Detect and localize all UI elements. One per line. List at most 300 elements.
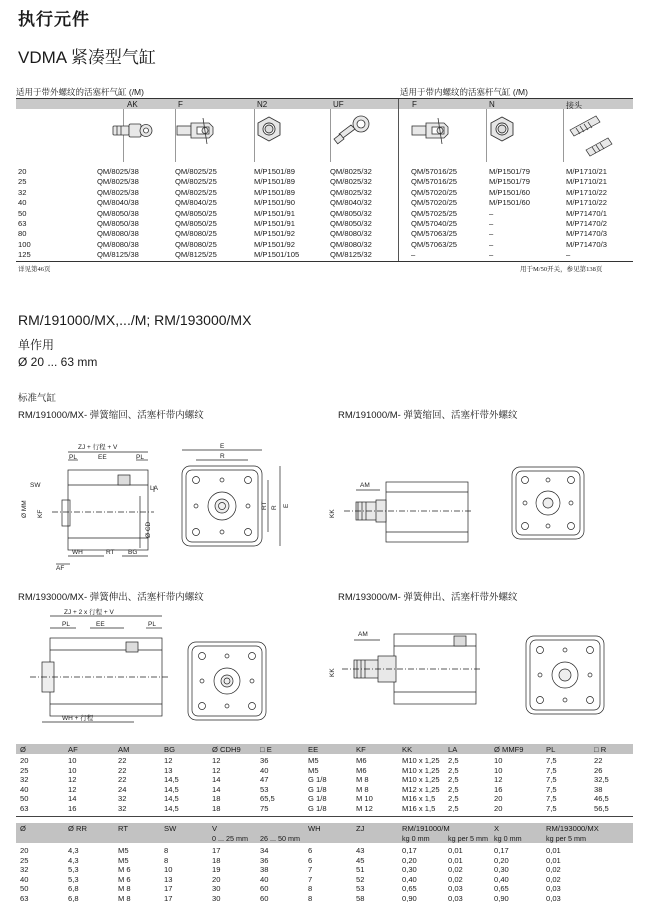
rod-clevis-f2-icon (410, 114, 456, 148)
dims1-cell: 10 (494, 765, 503, 775)
acc-col-f: F (178, 100, 183, 109)
accessory-cell: QM/8080/38 (97, 239, 139, 249)
accessory-cell: QM/8050/38 (97, 219, 139, 228)
dims2-cell: 18 (212, 855, 221, 865)
dims1-header-cell: AM (118, 745, 130, 754)
accessory-cell: QM/8025/32 (330, 187, 372, 197)
dims1-cell: M16 x 1,5 (402, 804, 436, 813)
label-kk-2: KK (329, 668, 336, 677)
dims2-cell: 17 (164, 884, 173, 894)
accessory-cell: M/P1501/91 (254, 208, 295, 218)
dims1-cell: 63 (20, 804, 29, 813)
dims2-row (16, 884, 633, 893)
dims1-cell: 16 (494, 784, 503, 794)
dims2-cell: 8 (308, 894, 313, 903)
accessory-row (16, 240, 633, 250)
accessories-left-caption: 适用于带外螺纹的活塞杆气缸 (/M) (16, 87, 144, 97)
drawing-3-side-view (16, 604, 176, 730)
accessory-cell: QM/8025/32 (330, 167, 372, 176)
dims2-cell: M5 (118, 855, 129, 865)
dims2-subheader-cell: 0 ... 25 mm (212, 834, 248, 843)
dims1-cell: M 12 (356, 804, 373, 813)
dims1-cell: 40 (20, 784, 29, 794)
label-rt: RT (106, 549, 115, 556)
accessories-header-band (16, 99, 633, 109)
product-action: 单作用 (18, 338, 55, 352)
dims2-row (16, 894, 633, 903)
dims1-header-cell: AF (68, 745, 78, 754)
accessory-row (16, 167, 633, 177)
dims1-cell: 12 (68, 784, 77, 794)
accessory-cell: 80 (18, 229, 27, 239)
dims1-cell: 22 (594, 756, 603, 765)
dims2-cell: 40 (260, 874, 269, 884)
dims1-cell: 14,5 (164, 804, 179, 813)
dims1-cell: 12 (212, 756, 221, 765)
dims2-cell: 0,01 (448, 855, 463, 865)
accessory-cell: 50 (18, 208, 27, 218)
dims2-row (16, 865, 633, 874)
accessory-cell: M/P1501/79 (489, 167, 530, 176)
label-e-side: E (283, 503, 290, 508)
dims1-cell: 20 (494, 804, 503, 813)
dims1-header-cell: □ E (260, 745, 272, 754)
accessory-row (16, 229, 633, 239)
dims1-row (16, 804, 633, 813)
dims1-cell: 2,5 (448, 794, 459, 804)
dims1-row (16, 756, 633, 765)
acc-col-joint: 接头 (566, 101, 582, 110)
label-r-side: R (271, 505, 278, 510)
dims1-cell: 26 (594, 765, 603, 775)
dims1-cell: 75 (260, 804, 269, 813)
drawing-4-caption: RM/193000/M- 弹簧伸出、活塞杆带外螺纹 (338, 592, 518, 603)
drawing-2-caption: RM/191000/M- 弹簧缩回、活塞杆带外螺纹 (338, 410, 518, 421)
accessory-cell: 40 (18, 198, 27, 208)
dims2-cell: M5 (118, 846, 129, 855)
dims1-cell: 14,5 (164, 784, 179, 794)
accessory-cell: M/P1501/89 (254, 167, 295, 176)
dims2-header-cell: Ø (20, 824, 26, 833)
dims2-cell: 50 (20, 884, 29, 894)
dims2-subheader-cell: kg per 5 mm (448, 834, 488, 843)
dims2-cell: 0,90 (402, 894, 417, 903)
dims1-cell: 14 (212, 775, 221, 785)
dims2-header-cell: SW (164, 824, 177, 833)
label-rt-side: RT (261, 501, 268, 510)
hex-nut-n-icon (487, 114, 517, 144)
dims2-header-cell: Ø RR (68, 824, 87, 833)
dims2-cell: 0,03 (546, 894, 561, 903)
accessory-cell: M/P71470/3 (566, 229, 607, 239)
accessory-cell: QM/57020/25 (411, 187, 458, 197)
dims1-cell: G 1/8 (308, 794, 327, 804)
accessory-cell: M/P1501/60 (489, 187, 530, 197)
hex-nut-n2-icon (254, 114, 284, 144)
dims1-cell: 46,5 (594, 794, 609, 804)
dims1-cell: M 10 (356, 794, 373, 804)
accessories-note-left: 详见第46页 (18, 266, 51, 273)
dims1-cell: M6 (356, 765, 367, 775)
dims2-row (16, 875, 633, 884)
dims2-header-cell: WH (308, 824, 321, 833)
accessory-cell: QM/8025/32 (330, 177, 372, 187)
dims2-subheader-cell: 26 ... 50 mm (260, 834, 300, 843)
dims2-cell: 4,3 (68, 846, 79, 855)
dims1-cell: M10 x 1,25 (402, 765, 440, 775)
dims2-cell: 0,03 (546, 884, 561, 894)
dims1-cell: 47 (260, 775, 269, 785)
dims2-cell: 7 (308, 865, 313, 875)
dims2-cell: 0,17 (494, 846, 509, 855)
accessory-cell: QM/57020/25 (411, 198, 458, 208)
accessories-note-right: 用于M/50开关，参见第138页 (520, 266, 603, 273)
accessory-cell: QM/8050/25 (175, 219, 217, 228)
accessory-cell: QM/8080/32 (330, 229, 372, 239)
accessory-cell: QM/8050/32 (330, 208, 372, 218)
drawing-2-front-view (508, 463, 588, 543)
label-kf: KF (37, 509, 44, 518)
dims2-cell: 0,02 (546, 865, 561, 875)
dims2-cell: 6,8 (68, 884, 79, 894)
dims1-cell: 53 (260, 784, 269, 794)
dims1-cell: 7,5 (546, 765, 557, 775)
dims2-cell: 8 (164, 846, 169, 855)
accessory-row (16, 219, 633, 229)
dims1-cell: 7,5 (546, 775, 557, 785)
label-pl-4: PL (148, 621, 156, 628)
dims2-cell: 8 (308, 884, 313, 894)
dims1-row (16, 766, 633, 775)
label-wh: WH (72, 549, 83, 556)
dims1-cell: 22 (118, 765, 127, 775)
dims1-header-cell: EE (308, 745, 319, 754)
drawing-2-side-view (324, 470, 474, 550)
dims2-cell: 19 (212, 865, 221, 875)
accessory-cell: QM/8080/38 (97, 229, 139, 239)
accessory-cell: QM/8125/25 (175, 250, 217, 260)
dims1-cell: 7,5 (546, 784, 557, 794)
dims2-cell: 0,02 (448, 865, 463, 875)
accessory-row (16, 188, 633, 198)
dims1-header (16, 744, 633, 754)
dims1-cell: 12 (164, 756, 173, 765)
acc-col-ak: AK (127, 100, 138, 109)
dims2-cell: 0,17 (402, 846, 417, 855)
accessory-cell: QM/8025/25 (175, 167, 217, 176)
dims2-cell: 13 (164, 874, 173, 884)
dims2-cell: 17 (212, 846, 221, 855)
label-ee-3: EE (96, 621, 105, 628)
label-cd: Ø CD (145, 521, 152, 538)
label-zj-v: ZJ + 行程 + V (78, 444, 118, 451)
accessory-row (16, 250, 633, 260)
accessory-cell: M/P1710/22 (566, 198, 607, 208)
acc-col-n: N (489, 100, 495, 109)
dims2-cell: M 6 (118, 874, 131, 884)
dims1-row (16, 785, 633, 794)
accessory-cell: QM/8080/25 (175, 239, 217, 249)
dims2-subheader-cell: kg 0 mm (402, 834, 430, 843)
dims1-cell: 10 (68, 756, 77, 765)
dims1-row (16, 775, 633, 784)
dims1-cell: 2,5 (448, 765, 459, 775)
dims2-header-cell: RM/193000/MX (546, 824, 599, 833)
dims1-header-cell: Ø (20, 745, 26, 754)
dims2-row (16, 856, 633, 865)
dims2-cell: 7 (308, 874, 313, 884)
dims1-cell: 10 (494, 756, 503, 765)
dims2-cell: 40 (20, 874, 29, 884)
dims2-cell: 4,3 (68, 855, 79, 865)
dims1-cell: M 8 (356, 775, 369, 785)
dims2-header-cell: RT (118, 824, 128, 833)
accessory-cell: QM/57063/25 (411, 229, 458, 239)
accessory-cell: QM/57025/25 (411, 208, 458, 218)
accessory-cell: QM/8025/38 (97, 187, 139, 197)
dims2-cell: 43 (356, 846, 365, 855)
dims2-cell: 60 (260, 884, 269, 894)
dims1-header-cell: □ R (594, 745, 607, 754)
dims2-cell: 0,65 (494, 884, 509, 894)
accessory-cell: M/P1710/21 (566, 177, 607, 187)
dims2-cell: M 8 (118, 894, 131, 903)
dims2-cell: 0,01 (546, 846, 561, 855)
dims1-cell: 18 (212, 794, 221, 804)
dims1-cell: 40 (260, 765, 269, 775)
dims2-cell: 0,20 (494, 855, 509, 865)
accessory-row (16, 177, 633, 187)
dims2-cell: 0,03 (448, 894, 463, 903)
dims2-cell: 60 (260, 894, 269, 903)
accessory-cell: M/P71470/3 (566, 239, 607, 249)
label-am-1: AM (360, 482, 370, 489)
dims1-cell: 50 (20, 794, 29, 804)
product-model: RM/191000/MX,.../M; RM/193000/MX (18, 312, 252, 328)
dims1-header-cell: PL (546, 745, 556, 754)
drawing-4-side-view (324, 622, 484, 712)
section-title: VDMA 紧凑型气缸 (18, 48, 156, 67)
dims1-cell: 22 (118, 756, 127, 765)
dims1-cell: G 1/8 (308, 784, 327, 794)
accessory-cell: QM/8025/25 (175, 187, 217, 197)
dims2-cell: 6 (308, 846, 313, 855)
label-pl-2: PL (136, 454, 144, 461)
dims1-cell: 24 (118, 784, 127, 794)
dims2-cell: 45 (356, 855, 365, 865)
page-header-title: 执行元件 (18, 10, 90, 29)
accessory-cell: QM/8050/32 (330, 219, 372, 228)
rod-clevis-f-icon (175, 114, 221, 148)
accessory-cell: M/P1501/91 (254, 219, 295, 228)
dims1-cell: 56,5 (594, 804, 609, 813)
dims1-cell: M12 x 1,25 (402, 784, 440, 794)
accessory-cell: QM/57016/25 (411, 167, 458, 176)
drawing-4-front-view (520, 630, 610, 720)
dims2-header-cell: ZJ (356, 824, 365, 833)
acc-col-n2: N2 (257, 100, 268, 109)
acc-col-f2: F (412, 100, 417, 109)
dims1-cell: 38 (594, 784, 603, 794)
dims1-cell: M10 x 1,25 (402, 775, 440, 785)
dims2-cell: 0,03 (448, 884, 463, 894)
accessory-cell: – (566, 250, 571, 260)
dims1-cell: 14,5 (164, 775, 179, 785)
dims2-cell: 30 (212, 884, 221, 894)
dims1-cell: M5 (308, 765, 319, 775)
label-bg: BG (128, 549, 138, 556)
dims2-cell: 0,65 (402, 884, 417, 894)
dims1-cell: 65,5 (260, 794, 275, 804)
drawing-3-front-view (182, 636, 272, 726)
dims2-cell: 6,8 (68, 894, 79, 903)
accessory-cell: M/P1501/79 (489, 177, 530, 187)
dims1-cell: 10 (68, 765, 77, 775)
dims1-cell: M 8 (356, 784, 369, 794)
accessory-row (16, 198, 633, 208)
accessory-cell: 25 (18, 177, 27, 187)
dims1-cell: G 1/8 (308, 804, 327, 813)
accessory-cell: – (489, 219, 494, 228)
dims1-cell: 20 (20, 756, 29, 765)
product-range: Ø 20 ... 63 mm (18, 355, 98, 369)
drawing-1-caption: RM/191000/MX- 弹簧缩回、活塞杆带内螺纹 (18, 410, 204, 421)
dims1-cell: 2,5 (448, 775, 459, 785)
dims1-cell: M5 (308, 756, 319, 765)
accessory-cell: QM/8025/38 (97, 177, 139, 187)
accessory-cell: 32 (18, 187, 27, 197)
accessory-cell: M/P1501/89 (254, 177, 295, 187)
label-kk-1: KK (329, 509, 336, 518)
accessory-cell: M/P1501/92 (254, 229, 295, 239)
dims2-cell: 34 (260, 846, 269, 855)
accessory-cell: M/P1501/105 (254, 250, 300, 260)
dims1-cell: M6 (356, 756, 367, 765)
accessory-cell: M/P1501/60 (489, 198, 530, 208)
label-af: AF (56, 565, 65, 570)
accessory-cell: QM/8025/38 (97, 167, 139, 176)
dims1-cell: 7,5 (546, 794, 557, 804)
accessory-row (16, 209, 633, 219)
dims2-cell: 0,02 (448, 874, 463, 884)
label-ee-1: EE (98, 454, 107, 461)
dims2-cell: 0,01 (546, 855, 561, 865)
dims1-cell: 14 (212, 784, 221, 794)
accessories-bottom-rule (16, 261, 633, 262)
rod-eye-uf-icon (333, 112, 373, 148)
dims1-cell: 7,5 (546, 804, 557, 813)
dims2-cell: 25 (20, 855, 29, 865)
accessory-cell: M/P71470/1 (566, 208, 607, 218)
dims2-cell: 58 (356, 894, 365, 903)
dims2-header-cell: X (494, 824, 500, 833)
dims2-cell: 20 (212, 874, 221, 884)
dims1-cell: 20 (494, 794, 503, 804)
accessory-cell: QM/8025/25 (175, 177, 217, 187)
dims2-cell: 38 (260, 865, 269, 875)
accessory-cell: – (489, 229, 494, 239)
dims1-cell: 12 (68, 775, 77, 785)
accessory-cell: M/P1501/89 (254, 187, 295, 197)
accessories-col-line (563, 109, 564, 162)
dims2-cell: 0,02 (546, 874, 561, 884)
accessory-cell: QM/8040/32 (330, 198, 372, 208)
accessory-cell: – (489, 208, 494, 218)
dims2-cell: 8 (164, 855, 169, 865)
accessory-cell: QM/8040/25 (175, 198, 217, 208)
dims2-cell: 0,01 (448, 846, 463, 855)
accessory-cell: QM/8050/38 (97, 208, 139, 218)
dims2-cell: 36 (260, 855, 269, 865)
dims2-cell: 6 (308, 855, 313, 865)
dims2-cell: 32 (20, 865, 29, 875)
accessory-cell: M/P1710/21 (566, 167, 607, 176)
dims1-header-cell: BG (164, 745, 175, 754)
dims1-cell: M16 x 1,5 (402, 794, 436, 804)
dims2-cell: 0,30 (494, 865, 509, 875)
dims1-cell: 36 (260, 756, 269, 765)
accessory-cell: QM/8040/38 (97, 198, 139, 208)
dims2-cell: 0,20 (402, 855, 417, 865)
accessory-cell: QM/8050/25 (175, 208, 217, 218)
accessory-cell: QM/8080/25 (175, 229, 217, 239)
dims1-header-cell: KF (356, 745, 366, 754)
dims2-cell: 20 (20, 846, 29, 855)
accessory-cell: QM/57016/25 (411, 177, 458, 187)
accessories-col-line (330, 109, 331, 162)
accessory-cell: QM/8080/32 (330, 239, 372, 249)
dims1-cell: 12 (212, 765, 221, 775)
accessory-cell: 125 (18, 250, 31, 260)
dims2-header-cell: V (212, 824, 218, 833)
dims2-cell: 53 (356, 884, 365, 894)
drawing-1-front-view (176, 438, 296, 564)
accessory-cell: – (411, 250, 416, 260)
label-wh-stroke: WH + 行程 (62, 715, 94, 722)
dims2-cell: 30 (212, 894, 221, 903)
dims2-row (16, 846, 633, 855)
dims2-cell: 10 (164, 865, 173, 875)
accessory-cell: M/P1501/92 (254, 239, 295, 249)
dims1-cell: M10 x 1,25 (402, 756, 440, 765)
dims1-cell: 7,5 (546, 756, 557, 765)
drawing-1-side-view (16, 430, 164, 570)
label-sw: SW (30, 482, 41, 489)
dims2-cell: 0,30 (402, 865, 417, 875)
dims1-bottom-rule (16, 816, 633, 817)
accessory-cell: M/P1501/90 (254, 198, 295, 208)
dims1-cell: 32 (118, 794, 127, 804)
accessories-right-caption: 适用于带内螺纹的活塞杆气缸 (/M) (400, 87, 528, 97)
accessory-cell: – (489, 250, 494, 260)
dims1-cell: G 1/8 (308, 775, 327, 785)
dims2-cell: 52 (356, 874, 365, 884)
acc-col-uf: UF (333, 100, 344, 109)
dims2-cell: M 6 (118, 865, 131, 875)
label-pl-3: PL (62, 621, 70, 628)
dims2-cell: 17 (164, 894, 173, 903)
dims2-cell: M 8 (118, 884, 131, 894)
dims2-header (16, 823, 633, 843)
label-am-2: AM (358, 631, 368, 638)
dims2-cell: 63 (20, 894, 29, 903)
dims1-cell: 12 (494, 775, 503, 785)
dims1-cell: 32,5 (594, 775, 609, 785)
dims1-header-cell: LA (448, 745, 458, 754)
dims1-header-cell: Ø MMF9 (494, 745, 524, 754)
accessory-cell: – (489, 239, 494, 249)
label-zj-2v: ZJ + 2 x 行程 + V (64, 609, 114, 616)
